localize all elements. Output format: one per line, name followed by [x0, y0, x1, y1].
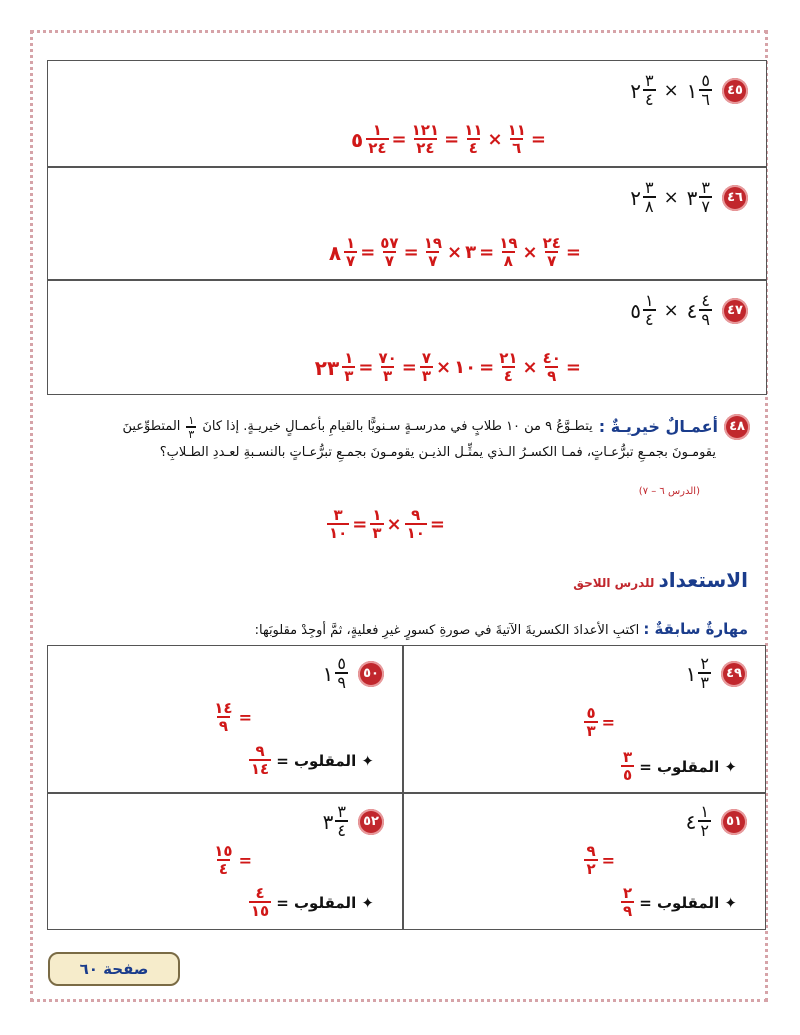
answer-46: ٨ $\frac{١}{٧}$ = $\frac{٥٧}{٧}$ = $\frac{١٩}{٧}$ × ٣ = $\frac{١٩}{٨}$ × $\frac{٢٤}{٧}$ =	[328, 234, 581, 270]
question-text: يتطـوَّعُ ٩ من ١٠ طلابٍ في مدرسـةٍ سـنويًّا بالقيامِ بأعمـالٍ خيريـةٍ. إذا كانَ	[202, 419, 593, 434]
page-number: صفحة ٦٠	[48, 952, 180, 986]
mixed-number: ١ $\frac{٥}{٦}$	[686, 71, 710, 109]
problem-number-badge: ٤٨	[724, 414, 750, 440]
problem-number-badge: ٤٧	[722, 298, 748, 324]
problem-number-badge: ٥٢	[358, 809, 384, 835]
lesson-reference: (الدرس ٦ – ٧)	[638, 486, 700, 497]
problem-number-badge: ٤٥	[722, 78, 748, 104]
exercise-50-cell: ٥٠ ١ $\frac{٥}{٩}$ $\frac{١٤}{٩}$ = ✦ المقلوب = $\frac{٩}{١٤}$	[47, 645, 403, 793]
improper-fraction: $\frac{٥}{٣}$ =	[586, 704, 615, 740]
answer-45: ٥ $\frac{١}{٢٤}$ = $\frac{١٢١}{٢٤}$ = $\frac{١١}{٤}$ × $\frac{١١}{٦}$ =	[351, 121, 546, 157]
mixed-number: ٢ $\frac{٣}{٤}$	[630, 71, 654, 109]
problem-45	[630, 73, 748, 108]
problem-expression	[630, 73, 712, 108]
reciprocal-row: ✦ المقلوب = $\frac{٢}{٩}$	[623, 884, 737, 920]
answer-48: $\frac{٣}{١٠}$ = $\frac{١}{٣}$ × $\frac{٩}{١٠}$ =	[328, 506, 445, 542]
question-48: ٤٨ أعمـالٌ خيريـةٌ : يتطـوَّعُ ٩ من ١٠ طلابٍ في مدرسـةٍ سـنويًّا بالقيامِ بأعمـالٍ خيريـةٍ. إذا كانَ $\frac{١}{٣}$ المتطوِّعينَ يقومـونَ بجمـعِ تبرُّعـاتٍ، فمـا الكسـرُ الـذي يمثِّـل الذيـن يقومـونَ بجمـعِ تبرُّعـاتٍ بالنسـبةِ لعـددِ الطـلابِ؟	[50, 414, 750, 466]
problem-45-box	[47, 60, 767, 167]
reciprocal-row: ✦ المقلوب = $\frac{٤}{١٥}$	[250, 884, 374, 920]
exercise-49-cell: ٤٩ ١ $\frac{٢}{٣}$ $\frac{٥}{٣}$ = ✦ المقلوب = $\frac{٣}{٥}$	[403, 645, 766, 793]
question-title: أعمـالٌ خيريـةٌ :	[598, 417, 718, 436]
skill-instruction: مهارةٌ سابقةٌ : اكتبِ الأعدادَ الكسريةَ الآتيةَ في صورةِ كسورٍ غيرِ فعليةٍ، ثمَّ أوجِدْ مقلوبَها:	[254, 620, 748, 638]
problem-46	[630, 180, 748, 215]
problem-expression: ٢ $\frac{٣}{٨}$ × ٣ $\frac{٣}{٧}$	[630, 178, 710, 216]
times-sign: ×	[663, 80, 679, 101]
problem-46-box	[47, 167, 767, 280]
inline-fraction: $\frac{١}{٣}$	[188, 413, 195, 441]
exercise-51-cell: ٥١ ٤ $\frac{١}{٢}$ $\frac{٩}{٢}$ = ✦ المقلوب = $\frac{٢}{٩}$	[403, 793, 766, 930]
problem-number-badge: ٥٠	[358, 661, 384, 687]
reciprocal-row: ✦ المقلوب = $\frac{٩}{١٤}$	[250, 742, 374, 778]
problem-47	[630, 293, 748, 328]
problem-number-badge: ٤٩	[721, 661, 747, 687]
problem-number-badge: ٤٦	[722, 185, 748, 211]
improper-fraction: $\frac{٩}{٢}$ =	[586, 842, 615, 878]
problem-expression: ٥ $\frac{١}{٤}$ × ٤ $\frac{٤}{٩}$	[630, 291, 710, 329]
improper-fraction: $\frac{١٤}{٩}$ =	[214, 699, 252, 735]
reciprocal-row: ✦ المقلوب = $\frac{٣}{٥}$	[623, 748, 737, 784]
question-text-line2: يقومـونَ بجمـعِ تبرُّعـاتٍ، فمـا الكسـرُ الـذي يمثِّـل الذيـن يقومـونَ بجمـعِ تبرُّعـاتٍ بالنسـبةِ لعـددِ الطـلابِ؟	[159, 445, 716, 460]
problem-number-badge: ٥١	[721, 809, 747, 835]
improper-fraction: $\frac{١٥}{٤}$ =	[214, 842, 252, 878]
problem-47-box	[47, 280, 767, 395]
exercise-52-cell: ٥٢ ٣ $\frac{٣}{٤}$ $\frac{١٥}{٤}$ = ✦ المقلوب = $\frac{٤}{١٥}$	[47, 793, 403, 930]
answer-47: ٢٣ $\frac{١}{٣}$ = $\frac{٧٠}{٣}$ = $\frac{٧}{٣}$ × ١٠ = $\frac{٢١}{٤}$ × $\frac{٤٠}{٩}$ =	[314, 349, 581, 385]
section-heading: الاستعدادللدرس اللاحق	[573, 568, 748, 592]
